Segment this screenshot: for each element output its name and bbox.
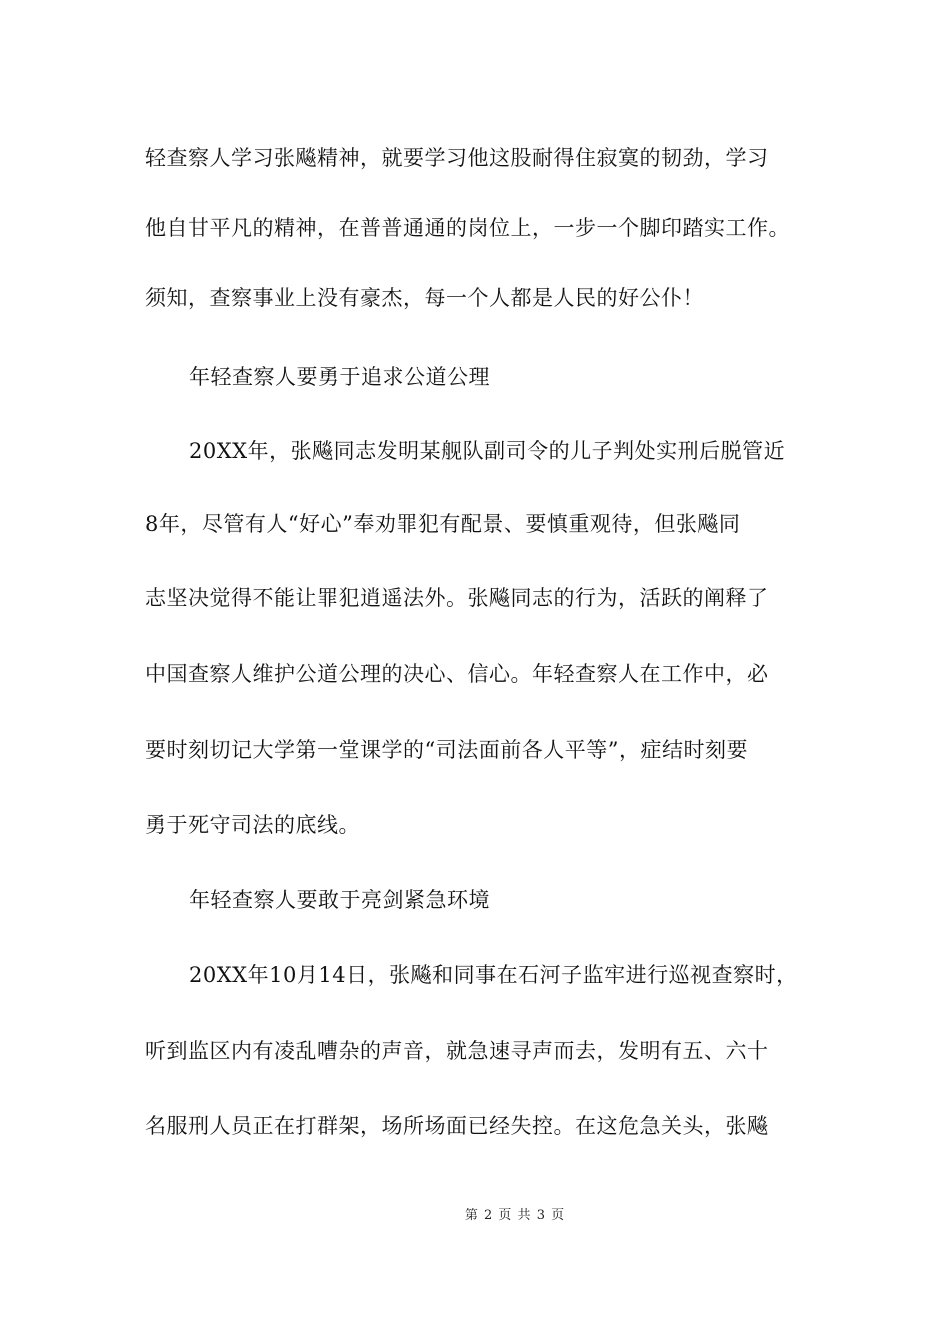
- body-line-5: 20XX年，张飚同志发明某舰队副司令的儿子判处实刑后脱管近: [189, 439, 786, 463]
- body-line-3: 须知，查察事业上没有豪杰，每一个人都是人民的好公仆！: [145, 286, 704, 310]
- body-line-9: 要时刻切记大学第一堂课学的“司法面前各人平等”，症结时刻要: [145, 738, 748, 762]
- body-line-7: 志坚决觉得不能让罪犯逍遥法外。张飚同志的行为，活跃的阐释了: [145, 586, 769, 610]
- section-heading-pursue-justice: 年轻查察人要勇于追求公道公理: [189, 365, 490, 389]
- body-line-8: 中国查察人维护公道公理的决心、信心。年轻查察人在工作中，必: [145, 662, 769, 686]
- body-line-10: 勇于死守司法的底线。: [145, 813, 360, 837]
- body-line-2: 他自甘平凡的精神，在普普通通的岗位上，一步一个脚印踏实工作。: [145, 216, 790, 240]
- body-line-13: 听到监区内有凌乱嘈杂的声音，就急速寻声而去，发明有五、六十: [145, 1039, 769, 1063]
- page-number-label: 第 2 页 共 3 页: [464, 1208, 566, 1223]
- body-line-6: 8年，尽管有人“好心”奉劝罪犯有配景、要慎重观待，但张飚同: [145, 512, 741, 536]
- body-line-12: 20XX年10月14日，张飚和同事在石河子监牢进行巡视查察时，: [189, 963, 798, 987]
- body-line-1: 轻查察人学习张飚精神，就要学习他这股耐得住寂寞的韧劲，学习: [145, 146, 769, 170]
- page-footer: [0, 1206, 950, 1226]
- body-line-14: 名服刑人员正在打群架，场所场面已经失控。在这危急关头，张飚: [145, 1114, 769, 1138]
- section-heading-emergency: 年轻查察人要敢于亮剑紧急环境: [189, 888, 490, 912]
